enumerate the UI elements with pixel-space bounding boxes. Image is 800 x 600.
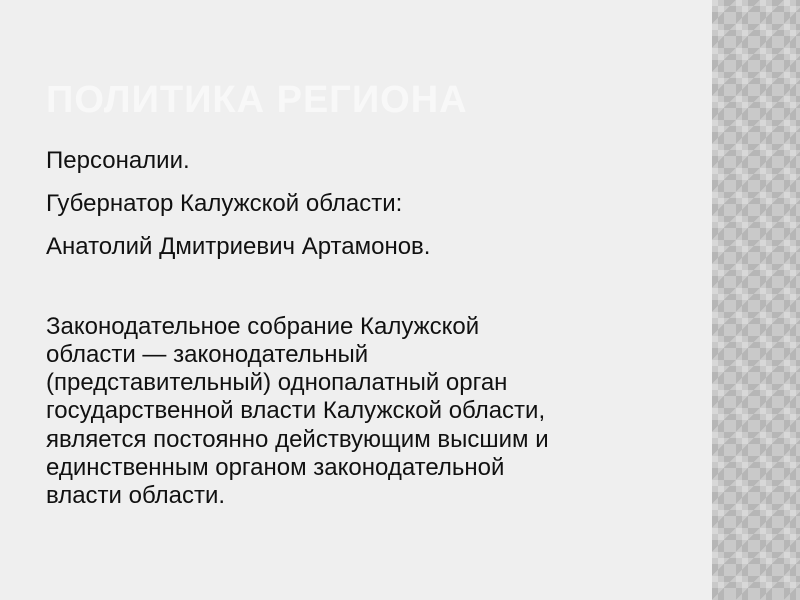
slide-title: ПОЛИТИКА РЕГИОНА [46, 79, 468, 121]
governor-label-line: Губернатор Калужской области: [46, 190, 403, 218]
slide-content [46, 147, 676, 510]
decorative-side-pattern [712, 0, 800, 600]
legislative-assembly-paragraph: Законодательное собрание Калужской области — законодательный (представительный) однопалатный орган государственной власти Калужской области, является постоянно действующим высшим и единственным органом законодательной власти области. [46, 313, 549, 509]
governor-name-line: Анатолий Дмитриевич Артамонов. [46, 233, 431, 261]
personalities-line: Персоналии. [46, 147, 190, 174]
